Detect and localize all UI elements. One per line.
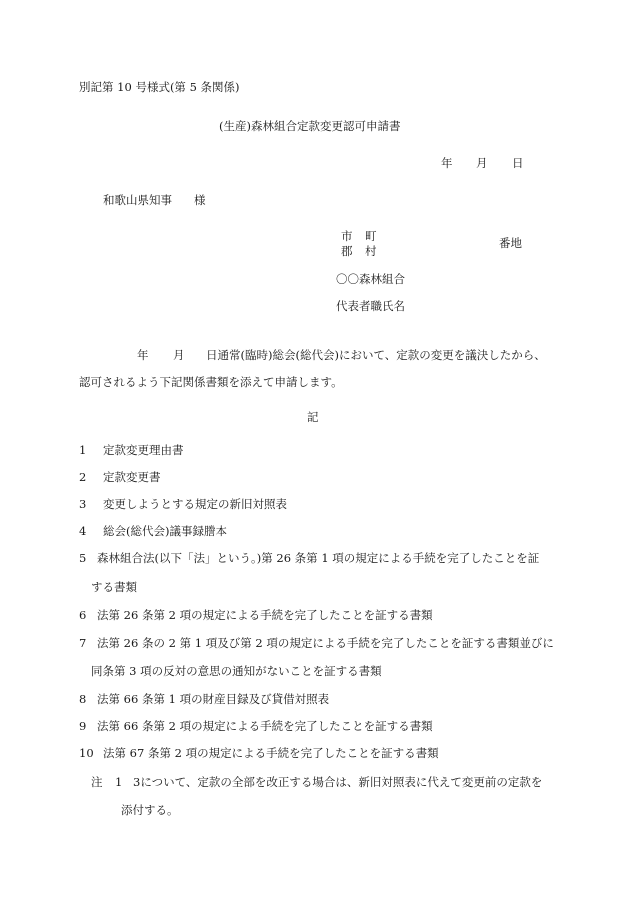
- item-number: 6: [79, 608, 87, 622]
- document-title: (生産)森林組合定款変更認可申請書: [219, 119, 401, 133]
- body-line2: 認可されるよう下記関係書類を添えて申請します。: [79, 375, 343, 389]
- applicant-city: 市: [341, 229, 353, 243]
- applicant-address-suffix: 番地: [499, 236, 522, 250]
- applicant-town: 町: [365, 229, 377, 243]
- body-month: 月: [173, 348, 185, 362]
- date-month: 月: [476, 156, 488, 170]
- item-continuation: する書類: [91, 580, 137, 594]
- item-number: 4: [79, 524, 87, 538]
- note-label: 注: [91, 775, 103, 789]
- item-number: 9: [79, 719, 87, 733]
- item-text: 定款変更書: [103, 470, 161, 484]
- item-text: 法第 26 条の 2 第 1 項及び第 2 項の規定による手続を完了したことを証する書類並びに: [97, 636, 554, 650]
- item-number: 10: [79, 746, 94, 760]
- item-text: 定款変更理由書: [103, 443, 184, 457]
- addressee-honorific: 様: [194, 193, 206, 207]
- item-text: 法第 66 条第 2 項の規定による手続を完了したことを証する書類: [97, 719, 433, 733]
- item-number: 5: [79, 551, 87, 565]
- item-text: 法第 26 条第 2 項の規定による手続を完了したことを証する書類: [97, 608, 433, 622]
- date-day: 日: [512, 156, 524, 170]
- item-text: 総会(総代会)議事録謄本: [103, 524, 227, 538]
- ki-heading: 記: [307, 410, 319, 424]
- item-text: 法第 67 条第 2 項の規定による手続を完了したことを証する書類: [103, 746, 439, 760]
- item-text: 森林組合法(以下「法」という。)第 26 条第 1 項の規定による手続を完了したことを証: [97, 551, 540, 565]
- note-text: 3について、定款の全部を改正する場合は、新旧対照表に代えて変更前の定款を: [133, 775, 543, 789]
- form-number: 別記第 10 号様式(第 5 条関係): [79, 80, 240, 94]
- item-continuation: 同条第 3 項の反対の意思の通知がないことを証する書類: [91, 664, 382, 678]
- item-text: 法第 66 条第 1 項の財産目録及び貸借対照表: [97, 692, 330, 706]
- item-text: 変更しようとする規定の新旧対照表: [103, 497, 287, 511]
- applicant-org-name: 〇〇森林組合: [336, 272, 405, 286]
- item-number: 3: [79, 497, 87, 511]
- date-year: 年: [441, 156, 453, 170]
- addressee-name: 和歌山県知事: [103, 193, 172, 207]
- item-number: 2: [79, 470, 87, 484]
- applicant-village: 村: [365, 244, 377, 258]
- applicant-county: 郡: [341, 244, 353, 258]
- item-number: 7: [79, 636, 87, 650]
- item-number: 1: [79, 443, 87, 457]
- note-continuation: 添付する。: [121, 803, 179, 817]
- body-line1: 日通常(臨時)総会(総代会)において、定款の変更を議決したから、: [206, 348, 546, 362]
- note-number: 1: [115, 775, 123, 789]
- applicant-representative: 代表者職氏名: [336, 299, 405, 313]
- body-year: 年: [137, 348, 149, 362]
- item-number: 8: [79, 692, 87, 706]
